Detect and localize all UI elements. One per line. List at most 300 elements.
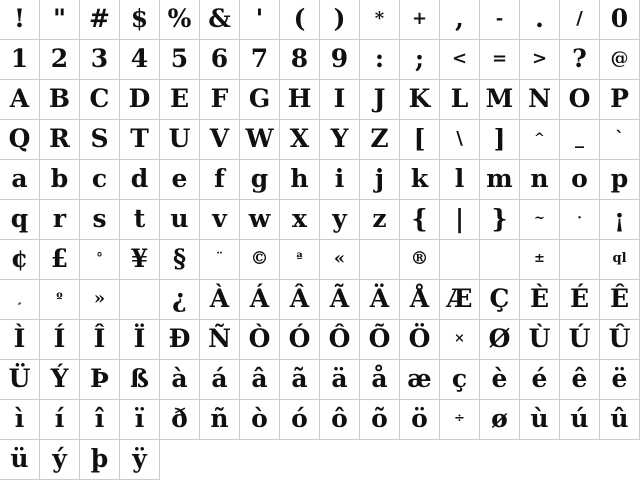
glyph-character: D	[128, 84, 151, 113]
glyph-character: m	[486, 164, 513, 193]
glyph-cell[interactable]	[240, 240, 280, 280]
glyph-cell[interactable]	[0, 0, 40, 40]
glyph-cell[interactable]	[480, 360, 520, 400]
glyph-character: §	[172, 244, 187, 273]
glyph-cell[interactable]	[560, 360, 600, 400]
glyph-cell[interactable]	[360, 320, 400, 360]
glyph-cell[interactable]	[120, 360, 160, 400]
glyph-cell[interactable]	[600, 320, 640, 360]
glyph-cell[interactable]	[480, 280, 520, 320]
glyph-cell[interactable]	[160, 40, 200, 80]
glyph-cell[interactable]	[0, 160, 40, 200]
glyph-character: ¥	[130, 244, 149, 273]
glyph-cell[interactable]	[40, 0, 80, 40]
glyph-cell[interactable]	[560, 40, 600, 80]
glyph-cell[interactable]	[360, 200, 400, 240]
glyph-character: »	[93, 287, 106, 309]
glyph-cell[interactable]	[560, 0, 600, 40]
glyph-cell[interactable]	[560, 280, 600, 320]
glyph-cell[interactable]	[280, 240, 320, 280]
glyph-cell[interactable]	[480, 400, 520, 440]
glyph-cell[interactable]	[240, 200, 280, 240]
glyph-cell[interactable]	[560, 160, 600, 200]
glyph-cell[interactable]	[440, 200, 480, 240]
glyph-cell[interactable]	[0, 360, 40, 400]
glyph-cell[interactable]	[120, 40, 160, 80]
glyph-cell[interactable]	[480, 120, 520, 160]
glyph-cell[interactable]	[200, 40, 240, 80]
glyph-character: Ï	[133, 324, 146, 353]
glyph-cell[interactable]	[80, 320, 120, 360]
glyph-cell[interactable]	[40, 400, 80, 440]
glyph-cell[interactable]	[320, 280, 360, 320]
glyph-character: ·	[577, 211, 582, 226]
glyph-cell[interactable]	[320, 240, 360, 280]
glyph-character: °	[96, 251, 103, 266]
glyph-character: ±	[534, 251, 545, 266]
glyph-cell[interactable]	[0, 400, 40, 440]
glyph-character: æ	[407, 364, 432, 393]
glyph-character: O	[568, 84, 591, 113]
glyph-cell[interactable]	[480, 160, 520, 200]
glyph-cell[interactable]	[80, 160, 120, 200]
glyph-cell[interactable]	[320, 360, 360, 400]
glyph-cell[interactable]	[400, 80, 440, 120]
glyph-cell[interactable]	[40, 320, 80, 360]
glyph-cell[interactable]	[560, 400, 600, 440]
glyph-cell[interactable]	[560, 120, 600, 160]
glyph-character: â	[251, 364, 268, 393]
glyph-cell[interactable]	[200, 400, 240, 440]
glyph-cell[interactable]	[320, 200, 360, 240]
glyph-character: <	[451, 47, 468, 69]
glyph-character: v	[212, 204, 227, 233]
glyph-cell[interactable]	[280, 120, 320, 160]
glyph-character: ,	[455, 4, 464, 33]
glyph-cell[interactable]	[200, 0, 240, 40]
glyph-cell[interactable]	[160, 80, 200, 120]
glyph-cell[interactable]	[240, 400, 280, 440]
glyph-cell[interactable]	[400, 400, 440, 440]
glyph-cell[interactable]	[200, 320, 240, 360]
glyph-cell[interactable]	[80, 240, 120, 280]
glyph-cell[interactable]	[80, 80, 120, 120]
glyph-character: $	[130, 4, 149, 33]
glyph-character: /	[576, 7, 583, 29]
glyph-cell[interactable]	[0, 280, 40, 320]
glyph-cell[interactable]	[0, 320, 40, 360]
glyph-character: ql	[612, 251, 627, 266]
glyph-character: e	[171, 164, 188, 193]
glyph-character: ×	[454, 331, 465, 346]
glyph-cell[interactable]	[80, 400, 120, 440]
glyph-cell[interactable]	[240, 280, 280, 320]
glyph-cell[interactable]	[440, 160, 480, 200]
glyph-character: 5	[170, 44, 189, 73]
glyph-cell[interactable]	[360, 400, 400, 440]
glyph-character: &	[208, 4, 231, 33]
glyph-character: È	[529, 284, 550, 313]
glyph-cell[interactable]	[160, 400, 200, 440]
glyph-character: M	[485, 84, 514, 113]
glyph-cell[interactable]	[400, 160, 440, 200]
glyph-cell[interactable]	[0, 440, 40, 480]
glyph-character: P	[610, 84, 629, 113]
glyph-cell[interactable]	[520, 320, 560, 360]
glyph-character: þ	[90, 444, 109, 473]
glyph-character: ÷	[454, 411, 465, 426]
glyph-character: \	[456, 127, 463, 149]
glyph-cell[interactable]	[240, 80, 280, 120]
glyph-cell[interactable]	[400, 40, 440, 80]
glyph-character: )	[333, 4, 346, 33]
glyph-cell[interactable]	[240, 160, 280, 200]
glyph-cell[interactable]	[40, 200, 80, 240]
glyph-cell[interactable]	[40, 40, 80, 80]
glyph-character: S	[90, 124, 109, 153]
glyph-character: õ	[371, 404, 388, 433]
glyph-cell[interactable]	[360, 40, 400, 80]
glyph-cell[interactable]	[120, 440, 160, 480]
glyph-cell[interactable]	[400, 280, 440, 320]
glyph-character: é	[531, 364, 548, 393]
glyph-cell[interactable]	[440, 120, 480, 160]
glyph-cell[interactable]	[480, 200, 520, 240]
glyph-cell[interactable]	[280, 80, 320, 120]
glyph-character: ÿ	[132, 444, 147, 473]
glyph-cell[interactable]	[480, 80, 520, 120]
glyph-character: Ó	[288, 324, 311, 353]
glyph-character: p	[610, 164, 629, 193]
glyph-character: ì	[14, 404, 25, 433]
glyph-cell[interactable]	[520, 120, 560, 160]
glyph-character: ú	[570, 404, 589, 433]
glyph-cell[interactable]	[280, 40, 320, 80]
glyph-character: Ü	[8, 364, 31, 393]
glyph-character: i	[334, 164, 345, 193]
glyph-character: =	[491, 47, 508, 69]
glyph-cell[interactable]	[520, 400, 560, 440]
glyph-character: å	[371, 364, 388, 393]
glyph-cell[interactable]	[360, 240, 400, 280]
glyph-cell[interactable]	[320, 80, 360, 120]
glyph-character: Q	[8, 124, 31, 153]
glyph-cell[interactable]	[200, 240, 240, 280]
glyph-cell[interactable]	[600, 80, 640, 120]
glyph-cell[interactable]	[320, 40, 360, 80]
glyph-cell[interactable]	[120, 200, 160, 240]
glyph-cell-blank	[480, 440, 520, 480]
glyph-cell[interactable]	[80, 440, 120, 480]
glyph-cell[interactable]	[160, 360, 200, 400]
glyph-cell[interactable]	[480, 240, 520, 280]
glyph-character: ]	[493, 124, 506, 153]
glyph-character: q	[10, 204, 29, 233]
glyph-character: ©	[250, 247, 269, 269]
glyph-character: o	[571, 164, 588, 193]
glyph-cell[interactable]	[0, 200, 40, 240]
glyph-cell-blank	[600, 440, 640, 480]
glyph-cell[interactable]	[200, 200, 240, 240]
glyph-cell-blank	[200, 440, 240, 480]
glyph-character: a	[11, 164, 28, 193]
glyph-character: ?	[572, 44, 587, 73]
glyph-cell[interactable]	[360, 80, 400, 120]
glyph-cell[interactable]	[600, 200, 640, 240]
glyph-character: Ð	[168, 324, 191, 353]
glyph-character: :	[374, 44, 385, 73]
glyph-character: Â	[289, 284, 310, 313]
glyph-cell[interactable]	[400, 0, 440, 40]
glyph-character: T	[130, 124, 149, 153]
glyph-character: B	[48, 84, 71, 113]
glyph-character: Ö	[408, 324, 431, 353]
glyph-character: y	[332, 204, 347, 233]
glyph-character: "	[52, 4, 67, 33]
glyph-character: 8	[290, 44, 309, 73]
glyph-character: Á	[249, 284, 270, 313]
glyph-cell[interactable]	[280, 360, 320, 400]
glyph-cell[interactable]	[200, 120, 240, 160]
glyph-character: 4	[130, 44, 149, 73]
glyph-character: b	[50, 164, 69, 193]
glyph-cell[interactable]	[520, 280, 560, 320]
glyph-character: R	[49, 124, 70, 153]
glyph-character: ¿	[172, 284, 187, 313]
glyph-cell[interactable]	[520, 80, 560, 120]
glyph-character: K	[408, 84, 431, 113]
glyph-character: `	[615, 127, 624, 149]
glyph-cell[interactable]	[200, 360, 240, 400]
glyph-cell[interactable]	[520, 240, 560, 280]
glyph-character: Þ	[90, 364, 109, 393]
glyph-cell[interactable]	[600, 160, 640, 200]
glyph-cell[interactable]	[560, 200, 600, 240]
glyph-cell[interactable]	[80, 120, 120, 160]
glyph-cell[interactable]	[200, 80, 240, 120]
glyph-character: ¢	[10, 244, 29, 273]
glyph-character: E	[169, 84, 190, 113]
glyph-cell[interactable]	[400, 120, 440, 160]
glyph-cell[interactable]	[440, 40, 480, 80]
glyph-cell-blank	[320, 440, 360, 480]
glyph-cell[interactable]	[120, 400, 160, 440]
glyph-cell[interactable]	[600, 120, 640, 160]
glyph-character: F	[210, 84, 229, 113]
glyph-cell[interactable]	[600, 360, 640, 400]
glyph-cell[interactable]	[360, 280, 400, 320]
glyph-cell[interactable]	[40, 80, 80, 120]
glyph-character: n	[530, 164, 549, 193]
glyph-character: Ý	[50, 364, 69, 393]
glyph-cell[interactable]	[520, 160, 560, 200]
glyph-cell[interactable]	[360, 360, 400, 400]
glyph-cell[interactable]	[80, 360, 120, 400]
glyph-character: G	[248, 84, 271, 113]
glyph-cell[interactable]	[120, 120, 160, 160]
glyph-character: ð	[171, 404, 188, 433]
glyph-cell[interactable]	[600, 240, 640, 280]
glyph-character: }	[491, 204, 508, 233]
glyph-cell[interactable]	[440, 0, 480, 40]
glyph-cell[interactable]	[240, 360, 280, 400]
glyph-character: [	[413, 124, 426, 153]
glyph-cell[interactable]	[480, 40, 520, 80]
glyph-character: 0	[610, 4, 629, 33]
glyph-character: Î	[93, 324, 106, 353]
glyph-cell[interactable]	[160, 240, 200, 280]
glyph-cell[interactable]	[80, 280, 120, 320]
glyph-cell[interactable]	[360, 160, 400, 200]
glyph-cell[interactable]	[40, 240, 80, 280]
glyph-character: @	[610, 47, 629, 69]
glyph-cell[interactable]	[160, 200, 200, 240]
glyph-cell[interactable]	[120, 280, 160, 320]
glyph-cell[interactable]	[240, 120, 280, 160]
glyph-cell[interactable]	[160, 280, 200, 320]
glyph-cell[interactable]	[360, 120, 400, 160]
glyph-cell[interactable]	[0, 40, 40, 80]
glyph-cell-blank	[400, 440, 440, 480]
glyph-character: ï	[134, 404, 145, 433]
glyph-cell[interactable]	[120, 0, 160, 40]
glyph-character: Ì	[13, 324, 26, 353]
glyph-cell[interactable]	[440, 280, 480, 320]
glyph-character: u	[170, 204, 189, 233]
glyph-character: g	[250, 164, 269, 193]
glyph-character: É	[569, 284, 590, 313]
glyph-character: ô	[331, 404, 348, 433]
glyph-cell[interactable]	[600, 400, 640, 440]
glyph-cell[interactable]	[320, 400, 360, 440]
glyph-cell[interactable]	[520, 360, 560, 400]
glyph-cell[interactable]	[520, 0, 560, 40]
glyph-cell[interactable]	[200, 160, 240, 200]
glyph-character: f	[214, 164, 225, 193]
glyph-cell[interactable]	[160, 160, 200, 200]
glyph-cell[interactable]	[0, 80, 40, 120]
glyph-cell[interactable]	[280, 280, 320, 320]
glyph-character: s	[92, 204, 107, 233]
glyph-cell[interactable]	[600, 40, 640, 80]
glyph-character: ;	[414, 44, 425, 73]
glyph-cell[interactable]	[360, 0, 400, 40]
glyph-character: #	[89, 4, 110, 33]
glyph-character: '	[255, 4, 264, 33]
glyph-character: ó	[291, 404, 308, 433]
glyph-cell[interactable]	[280, 0, 320, 40]
glyph-cell[interactable]	[160, 0, 200, 40]
glyph-cell[interactable]	[40, 160, 80, 200]
glyph-cell[interactable]	[40, 280, 80, 320]
glyph-cell[interactable]	[120, 80, 160, 120]
glyph-character: à	[171, 364, 188, 393]
glyph-cell[interactable]	[400, 240, 440, 280]
glyph-cell[interactable]	[240, 320, 280, 360]
glyph-character: Ä	[369, 284, 390, 313]
glyph-cell[interactable]	[240, 40, 280, 80]
glyph-cell[interactable]	[520, 40, 560, 80]
glyph-cell[interactable]	[280, 160, 320, 200]
glyph-character: ë	[611, 364, 628, 393]
glyph-cell[interactable]	[320, 160, 360, 200]
glyph-character: U	[168, 124, 191, 153]
glyph-cell[interactable]	[80, 0, 120, 40]
glyph-cell[interactable]	[400, 200, 440, 240]
glyph-cell[interactable]	[440, 320, 480, 360]
glyph-cell[interactable]	[520, 200, 560, 240]
glyph-cell-blank	[240, 440, 280, 480]
glyph-cell[interactable]	[120, 240, 160, 280]
glyph-cell[interactable]	[600, 0, 640, 40]
glyph-cell[interactable]	[560, 320, 600, 360]
glyph-character: ç	[451, 364, 468, 393]
glyph-cell[interactable]	[40, 120, 80, 160]
glyph-character: Í	[53, 324, 66, 353]
glyph-character: A	[9, 84, 30, 113]
glyph-cell[interactable]	[440, 360, 480, 400]
glyph-character: V	[209, 124, 230, 153]
glyph-cell-blank	[280, 440, 320, 480]
glyph-cell[interactable]	[320, 320, 360, 360]
glyph-cell-blank	[440, 440, 480, 480]
glyph-character: ò	[251, 404, 268, 433]
glyph-character: .	[535, 4, 544, 33]
glyph-cell[interactable]	[440, 400, 480, 440]
glyph-cell[interactable]	[160, 320, 200, 360]
glyph-character: ø	[491, 404, 508, 433]
glyph-character: Ê	[609, 284, 630, 313]
glyph-character: w	[248, 204, 271, 233]
glyph-cell[interactable]	[40, 360, 80, 400]
glyph-cell[interactable]	[600, 280, 640, 320]
glyph-cell[interactable]	[120, 160, 160, 200]
glyph-character: Û	[608, 324, 631, 353]
glyph-cell[interactable]	[480, 0, 520, 40]
glyph-cell[interactable]	[120, 320, 160, 360]
glyph-character: Ú	[568, 324, 591, 353]
glyph-cell[interactable]	[320, 0, 360, 40]
glyph-cell[interactable]	[400, 360, 440, 400]
glyph-cell[interactable]	[440, 240, 480, 280]
glyph-cell[interactable]	[160, 120, 200, 160]
glyph-cell[interactable]	[400, 320, 440, 360]
glyph-cell[interactable]	[80, 200, 120, 240]
glyph-cell[interactable]	[40, 440, 80, 480]
glyph-cell[interactable]	[560, 240, 600, 280]
glyph-cell[interactable]	[280, 320, 320, 360]
glyph-character: H	[287, 84, 312, 113]
glyph-cell[interactable]	[280, 200, 320, 240]
glyph-cell[interactable]	[320, 120, 360, 160]
glyph-character: è	[491, 364, 508, 393]
glyph-cell[interactable]	[440, 80, 480, 120]
glyph-character: Y	[330, 124, 349, 153]
glyph-character: X	[289, 124, 310, 153]
glyph-cell[interactable]	[560, 80, 600, 120]
glyph-cell[interactable]	[0, 120, 40, 160]
glyph-cell[interactable]	[280, 400, 320, 440]
glyph-cell[interactable]	[480, 320, 520, 360]
glyph-character: Z	[370, 124, 389, 153]
glyph-cell[interactable]	[240, 0, 280, 40]
glyph-character: 9	[330, 44, 349, 73]
glyph-cell[interactable]	[200, 280, 240, 320]
glyph-cell[interactable]	[80, 40, 120, 80]
glyph-cell[interactable]	[0, 240, 40, 280]
glyph-character: >	[531, 47, 548, 69]
glyph-character: x	[292, 204, 307, 233]
